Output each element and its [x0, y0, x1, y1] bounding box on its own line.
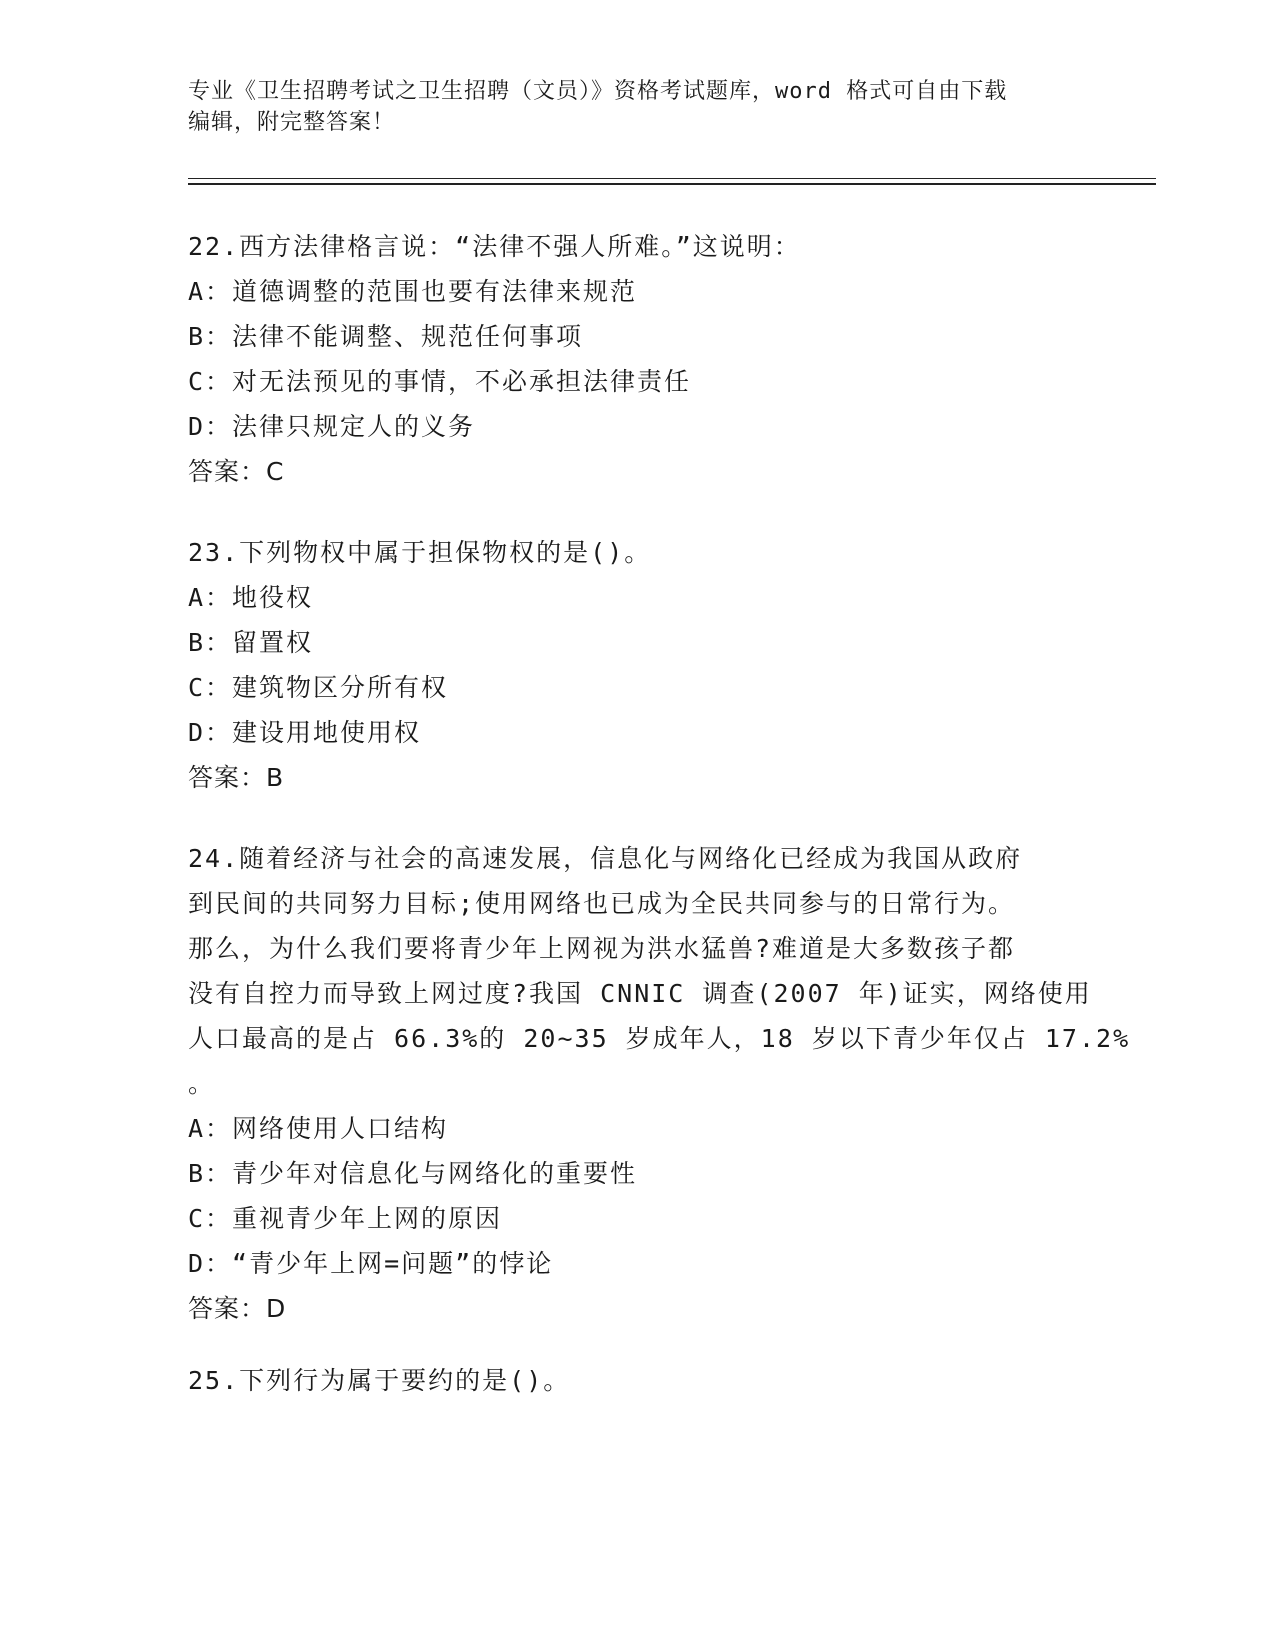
header-line-2: 编辑，附完整答案！	[188, 110, 396, 135]
answer-label: 答案：B	[188, 763, 285, 792]
question-stem-line: 人口最高的是占 66.3%的 20~35 岁成年人，18 岁以下青少年仅占 17.2%	[188, 1024, 1131, 1053]
question-stem: 25.下列行为属于要约的是()。	[188, 1366, 571, 1395]
option-d: D：法律只规定人的义务	[188, 412, 476, 441]
option-b: B：青少年对信息化与网络化的重要性	[188, 1159, 638, 1188]
answer-label: 答案：D	[188, 1294, 287, 1323]
option-c: C：建筑物区分所有权	[188, 673, 449, 702]
question-stem: 22.西方法律格言说：“法律不强人所难。”这说明：	[188, 232, 801, 261]
option-c: C：重视青少年上网的原因	[188, 1204, 503, 1233]
option-a: A：道德调整的范围也要有法律来规范	[188, 277, 638, 306]
answer-label: 答案：C	[188, 457, 285, 486]
question-24	[188, 836, 1131, 1331]
header-divider-thin	[188, 178, 1156, 179]
question-stem-line: 到民间的共同努力目标;使用网络也已成为全民共同参与的日常行为。	[188, 889, 1016, 918]
option-d: D：“青少年上网=问题”的悖论	[188, 1249, 554, 1278]
question-stem: 23.下列物权中属于担保物权的是()。	[188, 538, 652, 567]
question-stem-line: 没有自控力而导致上网过度?我国 CNNIC 调查(2007 年)证实，网络使用	[188, 979, 1092, 1008]
question-stem-line: 。	[188, 1069, 216, 1098]
question-stem-line: 24.随着经济与社会的高速发展，信息化与网络化已经成为我国从政府	[188, 844, 1023, 873]
option-b: B：留置权	[188, 628, 314, 657]
option-b: B：法律不能调整、规范任何事项	[188, 322, 584, 351]
option-d: D：建设用地使用权	[188, 718, 422, 747]
question-22	[188, 224, 1088, 494]
option-a: A：地役权	[188, 583, 314, 612]
question-25	[188, 1358, 1088, 1403]
option-c: C：对无法预见的事情，不必承担法律责任	[188, 367, 692, 396]
question-stem-line: 那么，为什么我们要将青少年上网视为洪水猛兽?难道是大多数孩子都	[188, 934, 1016, 963]
option-a: A：网络使用人口结构	[188, 1114, 449, 1143]
header-line-1: 专业《卫生招聘考试之卫生招聘（文员）》资格考试题库，word 格式可自由下载	[188, 79, 1008, 104]
document-header	[188, 76, 1088, 138]
question-23	[188, 530, 1088, 800]
header-divider-thick	[188, 183, 1156, 185]
